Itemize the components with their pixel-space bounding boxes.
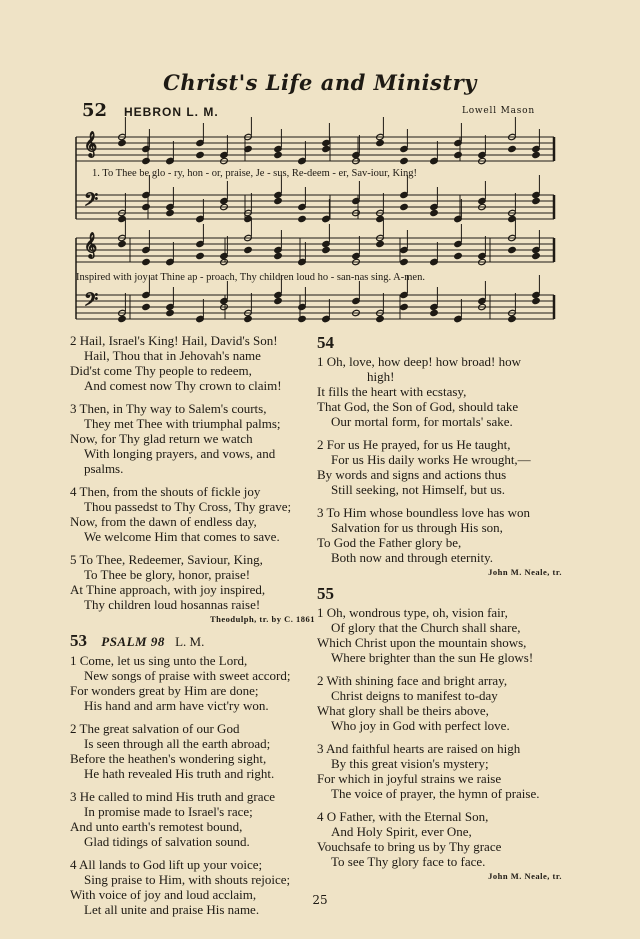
verse-line: Of glory that the Church shall share,	[331, 620, 521, 635]
credit: John M. Neale, tr.	[488, 871, 562, 881]
verse-line: He hath revealed His truth and right.	[84, 766, 275, 781]
verse-line: 5 To Thee, Redeemer, Saviour, King,	[70, 552, 263, 567]
hymn-number: 55	[317, 584, 334, 603]
verse-line: 3 Then, in Thy way to Salem's courts,	[70, 401, 267, 416]
verse-line: For wonders great by Him are done;	[70, 683, 259, 698]
note-head	[142, 157, 151, 164]
verse-line: That God, the Son of God, should take	[317, 399, 519, 414]
verse-line: 3 To Him whose boundless love has won	[317, 505, 530, 520]
note-head	[142, 258, 151, 265]
verse-line: Let all unite and praise His name.	[84, 902, 260, 917]
clef-symbol: 𝄞	[84, 233, 98, 258]
verse-line: Did'st come Thy people to redeem,	[70, 363, 252, 378]
verse	[70, 857, 315, 917]
hymn-55-header	[317, 586, 562, 601]
verse-line: Glad tidings of salvation sound.	[84, 834, 250, 849]
note-head	[196, 151, 205, 158]
verse-line: 3 He called to mind His truth and grace	[70, 789, 276, 804]
verse-line: They met Thee with triumphal palms;	[84, 416, 281, 431]
lyrics-line-1: 1. To Thee be glo - ry, hon - or, praise, Je - sus, Re-deem - er, Sav-iour, King!	[92, 168, 417, 179]
verse-line: Who joy in God with perfect love.	[331, 718, 510, 733]
verse-line: It fills the heart with ecstasy,	[317, 384, 467, 399]
note-head	[274, 151, 283, 158]
meter: L. M.	[175, 634, 205, 649]
verse-line: His hand and arm have vict'ry won.	[84, 698, 269, 713]
verse-line: We welcome Him that comes to save.	[84, 529, 280, 544]
verse-line: Is seen through all the earth abroad;	[84, 736, 271, 751]
note-head	[166, 209, 175, 216]
verse	[70, 333, 315, 393]
verse-line: 1 Oh, love, how deep! how broad! how	[317, 354, 521, 369]
verse	[70, 653, 315, 713]
verse	[317, 809, 562, 869]
verse-line: Sing praise to Him, with shouts rejoice;	[84, 872, 291, 887]
note-head	[166, 309, 175, 316]
verse-line: What glory shall be theirs above,	[317, 703, 489, 718]
note-head	[400, 203, 409, 210]
verse-line: high!	[367, 369, 395, 384]
verse-line: 2 The great salvation of our God	[70, 721, 240, 736]
note-head	[532, 252, 541, 259]
tune-name: HEBRON L. M.	[124, 105, 219, 119]
verse-line: To God the Father glory be,	[317, 535, 462, 550]
notes	[84, 117, 540, 323]
credit: John M. Neale, tr.	[488, 567, 562, 577]
clef-symbol: 𝄢	[84, 290, 99, 315]
hymn-number: 52	[82, 100, 108, 121]
note-head	[508, 315, 517, 322]
verse-line: Now, from the dawn of endless day,	[70, 514, 257, 529]
verse-line: By words and signs and actions thus	[317, 467, 507, 482]
note-head	[454, 151, 463, 158]
verse-line: Which Christ upon the mountain shows,	[317, 635, 527, 650]
note-head	[508, 145, 517, 152]
verse-line: Thou passedst to Thy Cross, Thy grave;	[84, 499, 292, 514]
verse-line: Vouchsafe to bring us by Thy grace	[317, 839, 502, 854]
note-head	[376, 139, 385, 146]
verse	[70, 552, 315, 612]
verse-line: Hail, Thou that in Jehovah's name	[84, 348, 261, 363]
verse-line: For which in joyful strains we raise	[317, 771, 502, 786]
verse	[317, 505, 562, 565]
verse-line: Before the heathen's wondering sight,	[70, 751, 267, 766]
note-head	[430, 209, 439, 216]
verse	[317, 437, 562, 497]
note-head	[430, 309, 439, 316]
verse-line: Still seeking, not Himself, but us.	[331, 482, 506, 497]
clef-symbol: 𝄢	[84, 190, 99, 215]
verse	[317, 354, 562, 429]
note-head	[322, 145, 331, 152]
verse-line: Now, for Thy glad return we watch	[70, 431, 253, 446]
note-head	[118, 139, 127, 146]
verse-line: And comest now Thy crown to claim!	[84, 378, 282, 393]
section-title: Christ's Life and Ministry	[163, 70, 477, 95]
verse-line: New songs of praise with sweet accord;	[84, 668, 291, 683]
note-head	[118, 315, 127, 322]
hymn-number: 53	[70, 631, 87, 650]
note-head	[508, 246, 517, 253]
verse-line: And unto earth's remotest bound,	[70, 819, 243, 834]
note-head	[322, 246, 331, 253]
credit: Theodulph, tr. by C. 1861	[209, 614, 315, 624]
verse	[70, 789, 315, 849]
note-head	[400, 258, 409, 265]
note-head	[376, 240, 385, 247]
note-head	[532, 151, 541, 158]
note-head	[298, 215, 307, 222]
note-head	[274, 297, 283, 304]
verse-line: To see Thy glory face to face.	[331, 854, 486, 869]
verse-line: 2 For us He prayed, for us He taught,	[317, 437, 511, 452]
verse-line: 3 And faithful hearts are raised on high	[317, 741, 521, 756]
verse	[317, 741, 562, 801]
verse-line: With longing prayers, and vows, and	[84, 446, 276, 461]
note-head	[532, 197, 541, 204]
note-head	[532, 297, 541, 304]
verse-line: 4 All lands to God lift up your voice;	[70, 857, 263, 872]
verse	[70, 401, 315, 476]
verse-line: 4 Then, from the shouts of fickle joy	[70, 484, 261, 499]
verse-line: Thy children loud hosannas raise!	[84, 597, 261, 612]
verse-line: Both now and through eternity.	[331, 550, 493, 565]
verse-line: At Thine approach, with joy inspired,	[70, 582, 266, 597]
note-head	[196, 252, 205, 259]
note-head	[142, 303, 151, 310]
note-head	[244, 315, 253, 322]
verse-line: With voice of joy and loud acclaim,	[70, 887, 257, 902]
verse	[70, 484, 315, 544]
verse-line: 1 Come, let us sing unto the Lord,	[70, 653, 248, 668]
verse	[70, 721, 315, 781]
left-column	[70, 333, 315, 925]
note-head	[274, 197, 283, 204]
note-head	[118, 240, 127, 247]
note-head	[142, 203, 151, 210]
lyrics-line-2: Inspired with joy at Thine ap - proach, Thy children loud ho - san-nas sing. A-men.	[76, 272, 425, 283]
note-head	[454, 252, 463, 259]
verse-line: Where brighter than the sun He glows!	[331, 650, 534, 665]
verse-line: 2 With shining face and bright array,	[317, 673, 508, 688]
note-head	[244, 246, 253, 253]
verse-line: 1 Oh, wondrous type, oh, vision fair,	[317, 605, 508, 620]
page-number: 25	[312, 893, 328, 907]
verse-line: 2 Hail, Israel's King! Hail, David's Son!	[70, 333, 278, 348]
note-head	[400, 303, 409, 310]
verse-line: Our mortal form, for mortals' sake.	[331, 414, 513, 429]
verse-line: 4 O Father, with the Eternal Son,	[317, 809, 489, 824]
note-head	[298, 315, 307, 322]
verse-line: By this great vision's mystery;	[331, 756, 489, 771]
clef-symbol: 𝄞	[84, 132, 98, 157]
verse	[317, 673, 562, 733]
verse-line: psalms.	[84, 461, 124, 476]
hymn-number: 54	[317, 333, 334, 352]
verse-line: And Holy Spirit, ever One,	[331, 824, 472, 839]
verse	[317, 605, 562, 665]
note-head	[400, 157, 409, 164]
composer-credit: Lowell Mason	[461, 106, 535, 116]
verse-line: To Thee be glory, honor, praise!	[84, 567, 251, 582]
note-head	[376, 315, 385, 322]
right-column	[317, 333, 562, 890]
tune-name: PSALM 98	[101, 634, 165, 649]
note-head	[274, 252, 283, 259]
hymn-54-header	[317, 335, 562, 350]
verse-line: Christ deigns to manifest to-day	[331, 688, 498, 703]
verse-line: The voice of prayer, the hymn of praise.	[331, 786, 540, 801]
hymn-53-header	[70, 633, 315, 649]
verse-line: For us His daily works He wrought,—	[331, 452, 531, 467]
verse-line: In promise made to Israel's race;	[84, 804, 253, 819]
verse-line: Salvation for us through His son,	[331, 520, 503, 535]
